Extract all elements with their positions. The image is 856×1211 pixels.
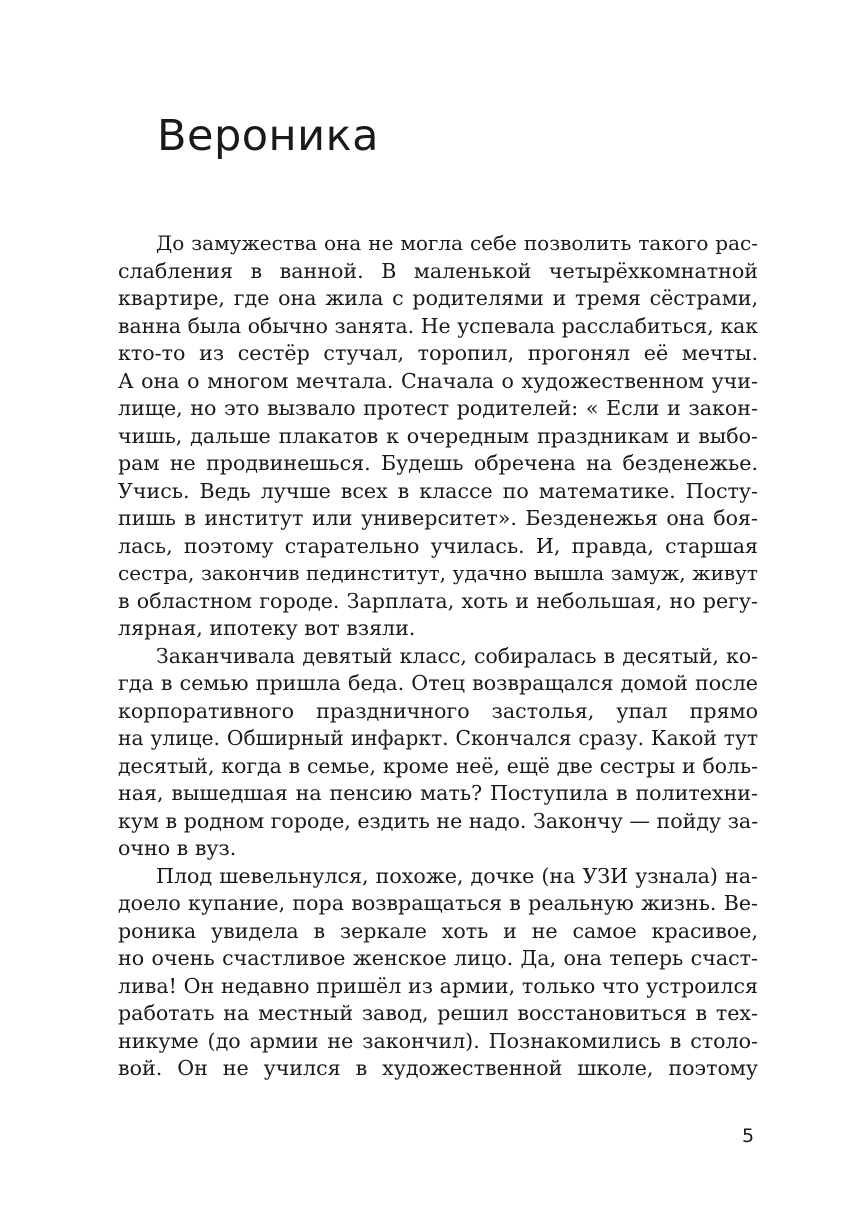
text-line: кто-то из сестёр стучал, торопил, прогонял её мечты. — [118, 341, 758, 365]
text-line: гда в семью пришла беда. Отец возвращался домой после — [118, 671, 758, 695]
text-line: чишь, дальше плакатов к очередным праздникам и выбо- — [118, 423, 758, 448]
text-line: квартире, где она жила с родителями и тремя сёстрами, — [118, 286, 758, 310]
text-line: но очень счастливое женское лицо. Да, она теперь счаст- — [118, 946, 758, 970]
text-line: работать на местный завод, решил восстановиться в тех- — [118, 1001, 758, 1025]
text-line: очно в вуз. — [118, 836, 237, 860]
text-line: в областном городе. Зарплата, хоть и небольшая, но регу- — [118, 588, 758, 613]
text-line: никуме (до армии не закончил). Познакомились в столо- — [118, 1028, 758, 1053]
page-title: Вероника — [157, 111, 379, 161]
text-line: лище, но это вызвало протест родителей: « Если и закон- — [118, 396, 758, 420]
text-line: сестра, закончив пединститут, удачно вышла замуж, живут — [118, 561, 758, 585]
text-line: рам не продвинешься. Будешь обречена на безденежье. — [118, 451, 758, 475]
text-line: лась, поэтому старательно училась. И, правда, старшая — [118, 533, 758, 558]
page-number: 5 — [742, 1125, 755, 1147]
text-line: лярная, ипотеку вот взяли. — [118, 616, 416, 640]
text-line: слабления в ванной. В маленькой четырёхкомнатной — [118, 258, 758, 283]
text-line: корпоративного праздничного застолья, упал прямо — [118, 698, 758, 723]
text-line: кум в родном городе, ездить не надо. Закончу — пойду за- — [118, 808, 759, 833]
text-line: ная, вышедшая на пенсию мать? Поступила в политехни- — [118, 781, 758, 805]
text-line: пишь в институт или университет». Безденежья она боя- — [118, 506, 758, 530]
text-line: доело купание, пора возвращаться в реальную жизнь. Ве- — [118, 891, 758, 915]
text-line: роника увидела в зеркале хоть и не самое красивое, — [118, 918, 758, 943]
text-line: вой. Он не учился в художественной школе, поэтому — [118, 1056, 758, 1080]
text-line: лива! Он недавно пришёл из армии, только что устроился — [118, 973, 758, 998]
body-text — [118, 230, 758, 1083]
text-line: До замужества она не могла себе позволить такого рас- — [156, 231, 758, 255]
text-line: Учись. Ведь лучше всех в классе по математике. Посту- — [118, 478, 758, 503]
text-line: Заканчивала девятый класс, собиралась в десятый, ко- — [156, 643, 758, 668]
text-line: десятый, когда в семье, кроме неё, ещё две сестры и боль- — [118, 753, 758, 778]
text-line: Плод шевельнулся, похоже, дочке (на УЗИ узнала) на- — [156, 863, 758, 888]
text-line: А она о многом мечтала. Сначала о художественном учи- — [118, 368, 758, 393]
text-line: на улице. Обширный инфаркт. Скончался сразу. Какой тут — [118, 726, 758, 750]
text-line: ванна была обычно занята. Не успевала расслабиться, как — [118, 313, 758, 338]
